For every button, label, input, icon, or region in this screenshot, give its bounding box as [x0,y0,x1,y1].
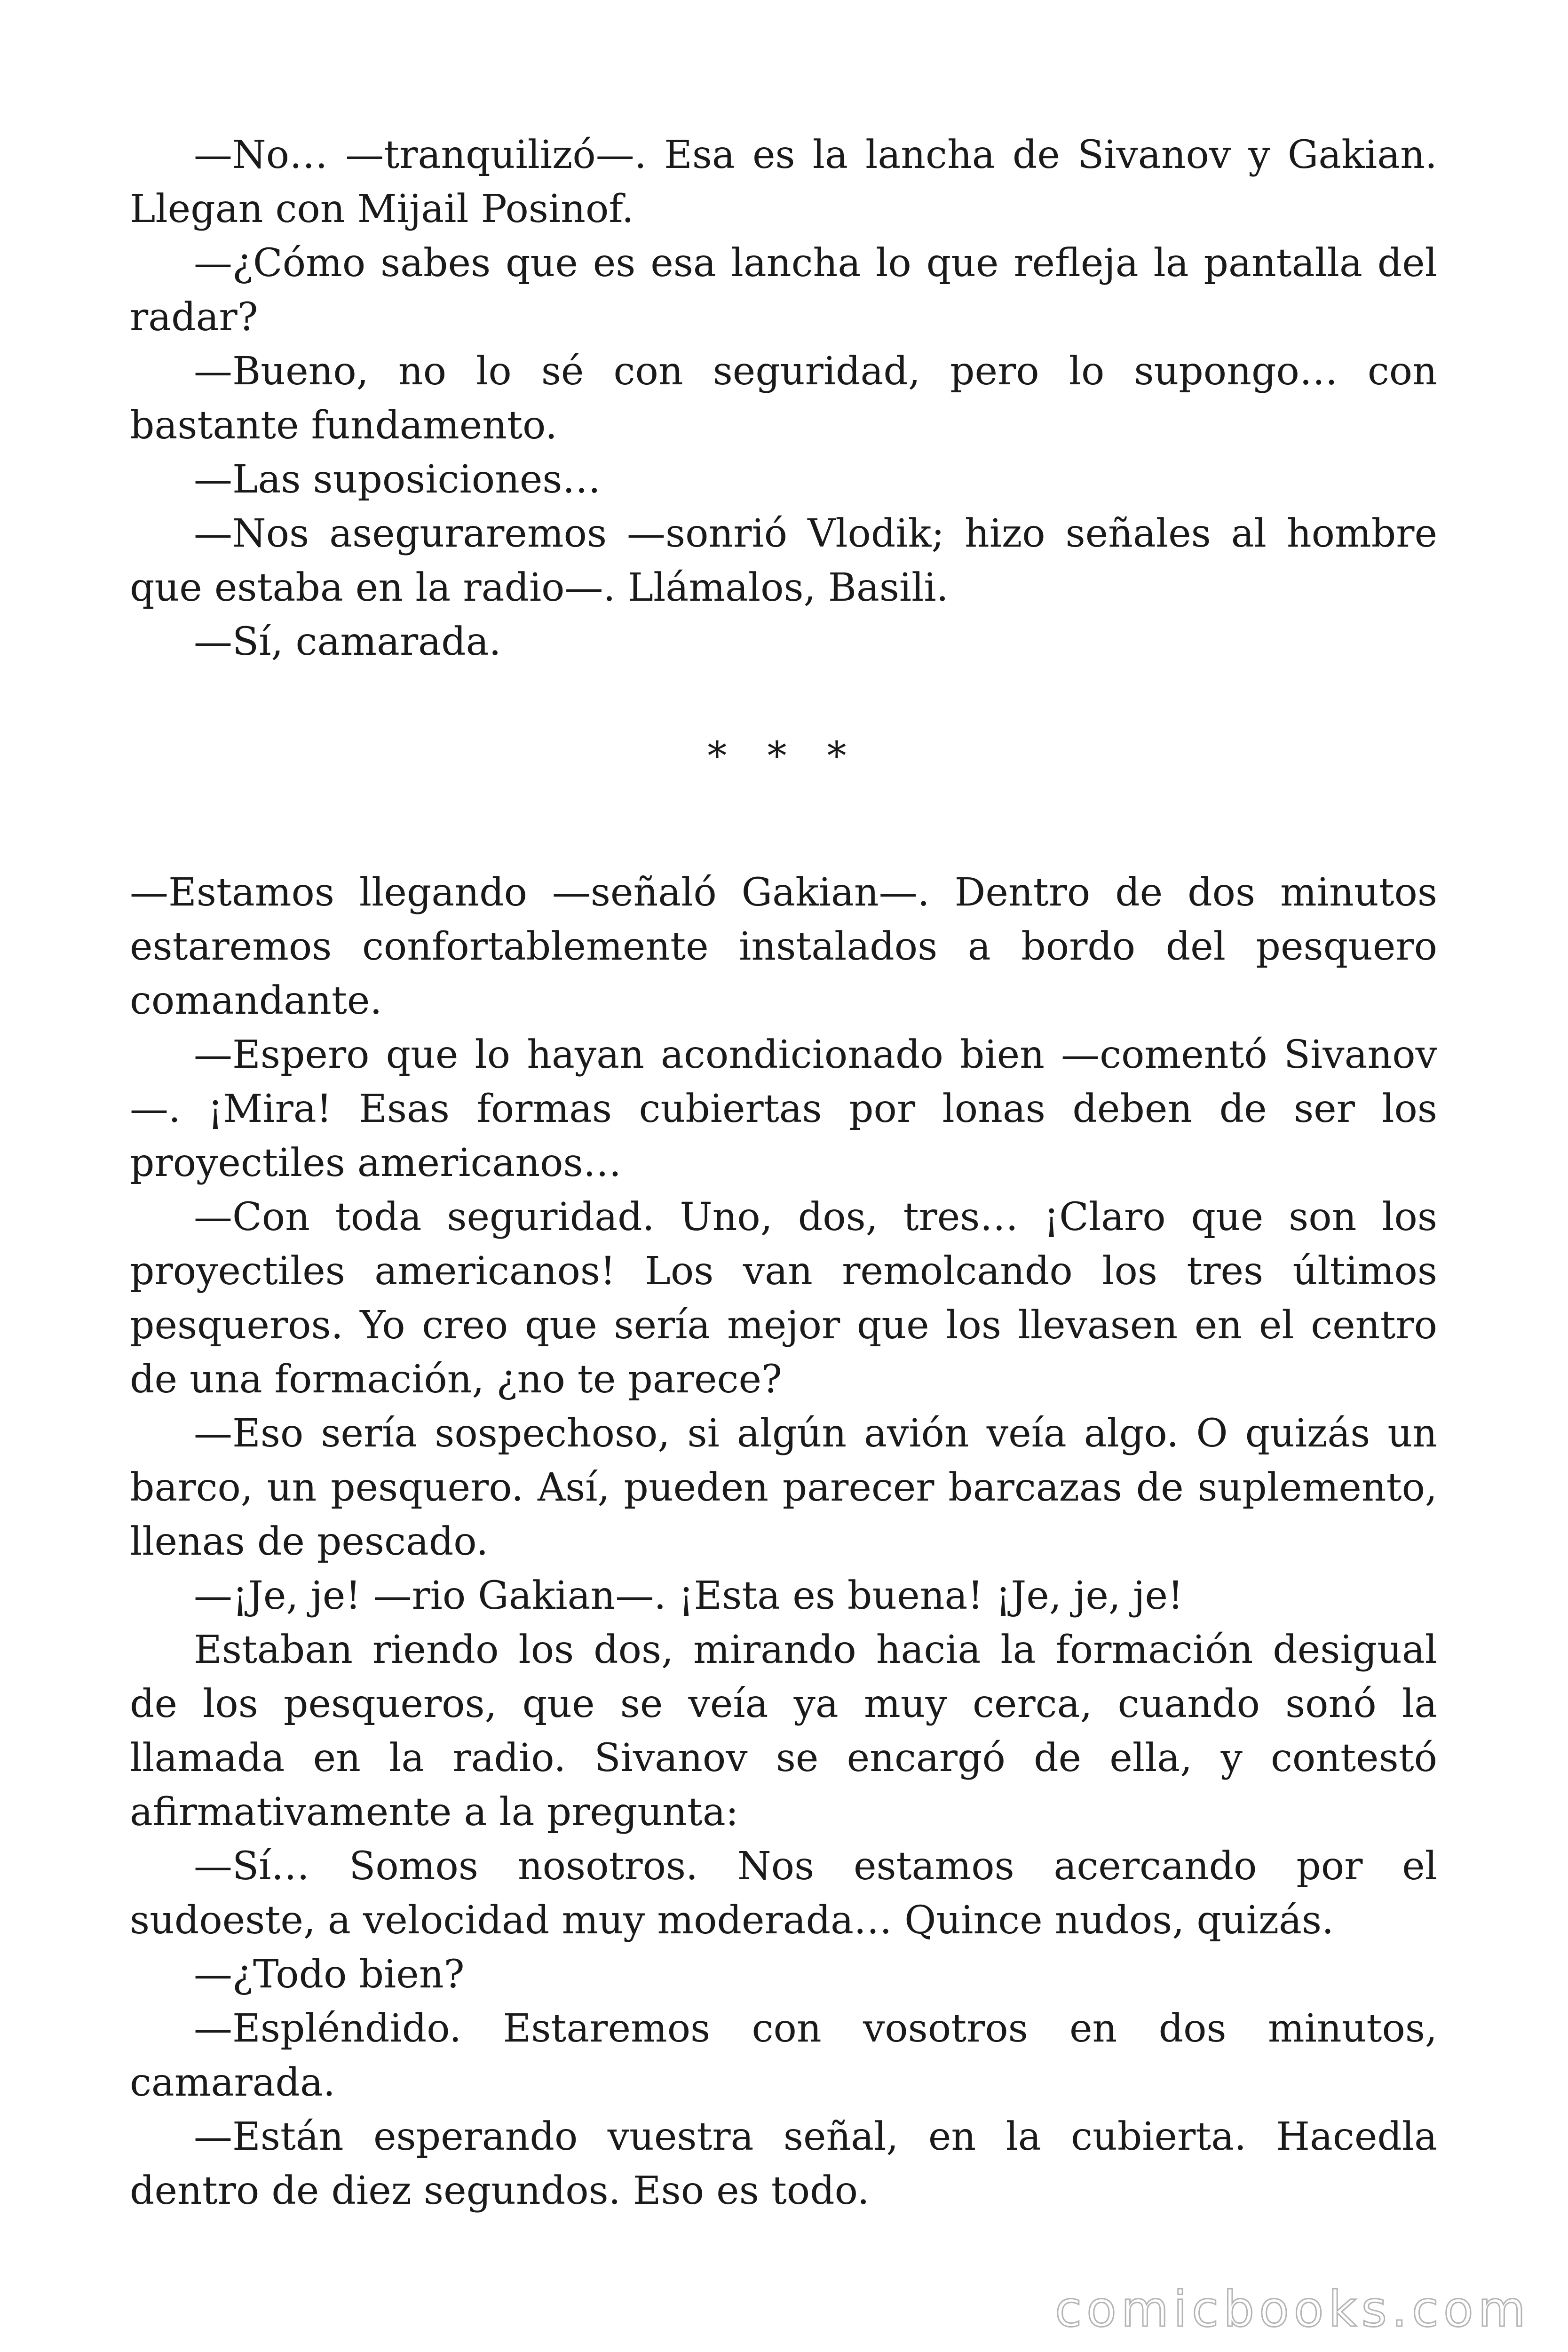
paragraph: —¿Todo bien? [194,1952,465,1997]
paragraph: —¡Je, je! —rio Gakian—. ¡Esta es buena! ¡Je, je, je! [194,1573,1183,1618]
paragraph: —Espléndido. Estaremos con vosotros en dos minutos, camarada. [130,2006,1437,2105]
paragraph: —Estamos llegando —señaló Gakian—. Dentro de dos minutos estaremos confortablemente instalados a bordo del pesquero comandante. [130,870,1437,1023]
paragraph: —Sí, camarada. [194,620,501,664]
text-section-one [130,128,1437,669]
paragraph: —¿Cómo sabes que es esa lancha lo que refleja la pantalla del radar? [130,241,1437,340]
watermark: comicbooks.com [1054,2280,1530,2338]
section-separator: * * * [707,734,861,779]
paragraph: —Con toda seguridad. Uno, dos, tres… ¡Claro que son los proyectiles americanos! Los van remolcando los tres últimos pesqueros. Yo creo que sería mejor que los llevasen en el centro de una formación, ¿no te parece? [130,1195,1437,1402]
paragraph: Estaban riendo los dos, mirando hacia la formación desigual de los pesqueros, que se veía ya muy cerca, cuando sonó la llamada en la radio. Sivanov se encargó de ella, y contestó afirmativamente a la pregunta: [130,1628,1437,1835]
paragraph: —Están esperando vuestra señal, en la cubierta. Hacedla dentro de diez segundos. Eso es todo. [130,2114,1437,2213]
text-section-two [130,866,1437,2218]
paragraph: —Las suposiciones… [194,457,601,502]
paragraph: —Sí… Somos nosotros. Nos estamos acercando por el sudoeste, a velocidad muy moderada… Quince nudos, quizás. [130,1844,1437,1943]
paragraph: —Nos aseguraremos —sonrió Vlodik; hizo señales al hombre que estaba en la radio—. Llámalos, Basili. [130,511,1437,610]
paragraph: —Bueno, no lo sé con seguridad, pero lo supongo… con bastante fundamento. [130,349,1437,448]
paragraph: —Eso sería sospechoso, si algún avión veía algo. O quizás un barco, un pesquero. Así, pueden parecer barcazas de suplemento, llenas de pescado. [130,1411,1437,1564]
paragraph: —No… —tranquilizó—. Esa es la lancha de Sivanov y Gakian. Llegan con Mijail Posinof. [130,133,1437,231]
paragraph: —Espero que lo hayan acondicionado bien —comentó Sivanov —. ¡Mira! Esas formas cubiertas por lonas deben de ser los proyectiles americanos… [130,1033,1437,1185]
